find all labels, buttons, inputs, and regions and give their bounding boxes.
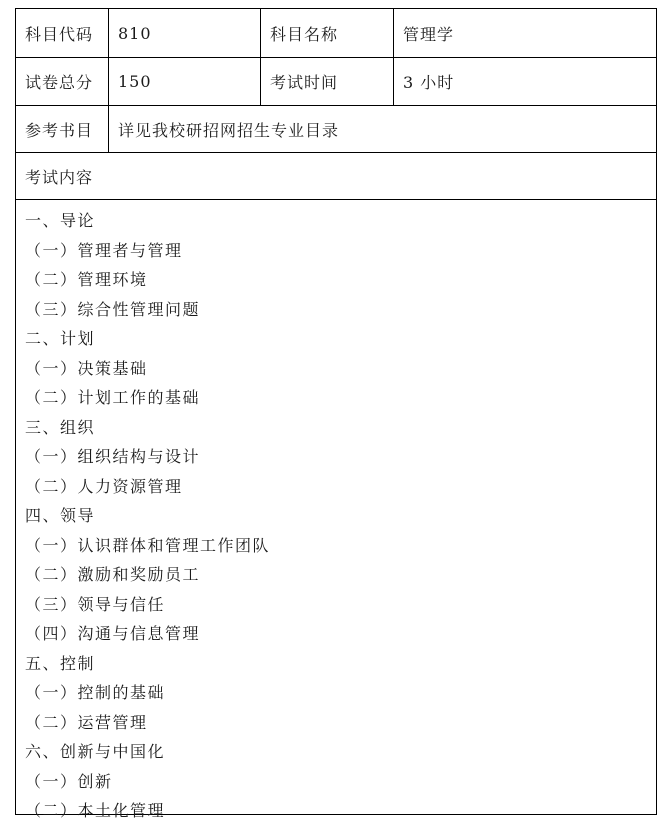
outline-line: 二、计划: [25, 329, 96, 348]
row-content-heading: [16, 153, 656, 200]
subject-name-value: 管理学: [403, 24, 455, 44]
outline-line: （四）沟通与信息管理: [25, 624, 201, 643]
outline-line: （一）控制的基础: [25, 683, 166, 702]
outline-line: （一）决策基础: [25, 358, 148, 378]
total-score-value: 150: [109, 58, 261, 105]
outline-line: （二）管理环境: [25, 270, 148, 289]
outline-line: （一）创新: [25, 771, 113, 791]
outline-line: （二）计划工作的基础: [25, 388, 201, 407]
outline-line: 三、组织: [25, 417, 96, 437]
outline-line: （三）领导与信任: [25, 594, 166, 614]
outline-line: （三）综合性管理问题: [25, 299, 201, 319]
exam-time-value: 3 小时: [403, 73, 455, 92]
outline-line: （二）本土化管理: [25, 801, 166, 820]
subject-code-label: 科目代码: [16, 9, 109, 57]
outline-line: 六、创新与中国化: [25, 742, 166, 761]
content-label: 考试内容: [25, 167, 94, 187]
outline-line: （一）管理者与管理: [25, 240, 183, 260]
outline-line: （一）认识群体和管理工作团队: [25, 535, 271, 555]
total-score-label: 试卷总分: [16, 58, 109, 105]
outline-line: 一、导论: [25, 211, 96, 230]
outline-content: [16, 200, 656, 820]
outline-line: （二）人力资源管理: [25, 476, 183, 496]
reference-value: 详见我校研招网招生专业目录: [118, 120, 340, 140]
row-score: [16, 58, 656, 106]
subject-code-value: 810: [109, 9, 261, 57]
outline-line: （二）运营管理: [25, 712, 148, 732]
exam-syllabus-table: [15, 8, 657, 820]
outline-line: 五、控制: [25, 653, 96, 673]
exam-time-label: 考试时间: [261, 58, 394, 105]
outline-line: 四、领导: [25, 506, 96, 525]
outline-line: （一）组织结构与设计: [25, 447, 201, 466]
row-reference: [16, 106, 656, 153]
reference-label: 参考书目: [16, 106, 109, 152]
subject-name-label: 科目名称: [261, 9, 394, 57]
row-subject: [16, 9, 656, 58]
outline-line: （二）激励和奖励员工: [25, 565, 201, 584]
